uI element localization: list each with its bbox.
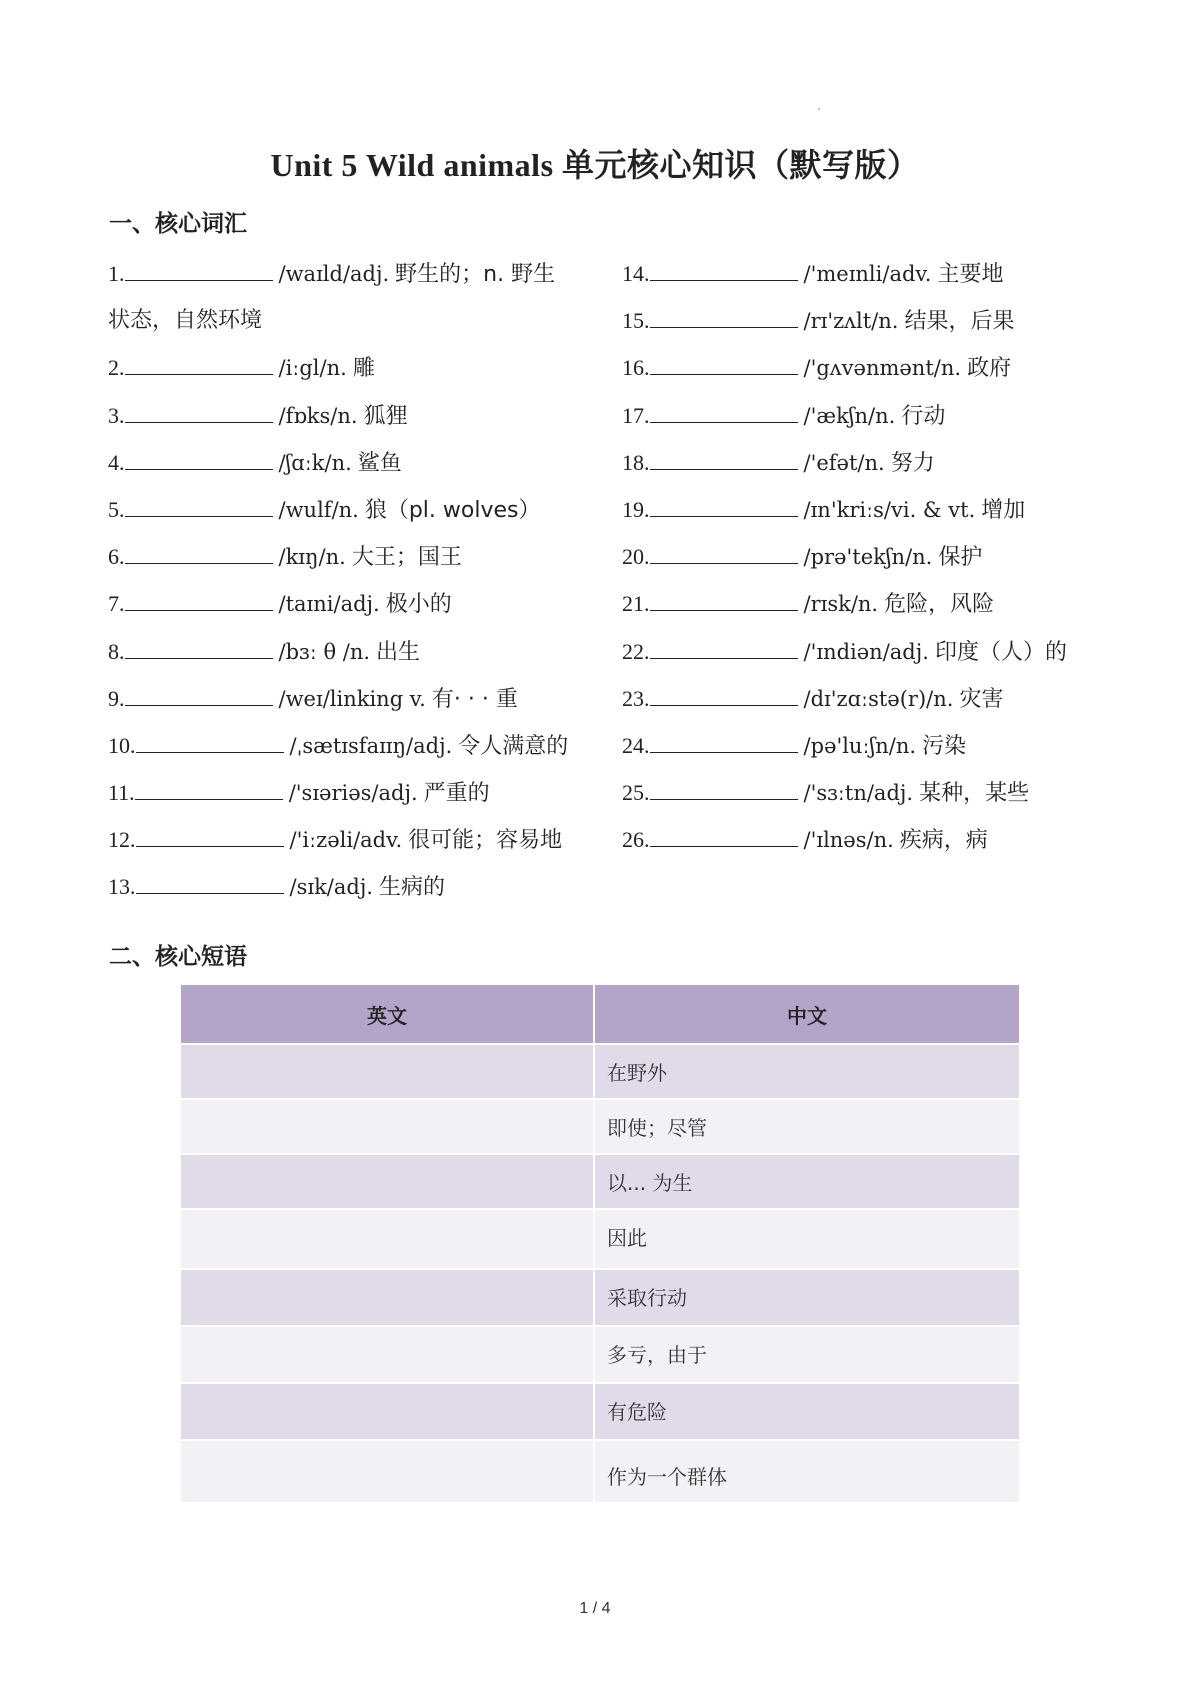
vocab-meaning: 生病的 — [379, 875, 446, 901]
vocab-number: 2. — [108, 355, 125, 381]
answer-blank[interactable] — [125, 492, 273, 517]
vocab-item — [622, 769, 1092, 816]
chinese-meaning-cell: 有危险 — [594, 1383, 1019, 1440]
vocab-number: 3. — [108, 402, 125, 428]
vocab-meaning: 灾害 — [959, 686, 1004, 712]
vocab-meaning: 大王；国王 — [351, 545, 462, 571]
answer-blank[interactable] — [650, 445, 798, 470]
table-row — [181, 1269, 1019, 1326]
table-row — [181, 1440, 1019, 1502]
vocab-item — [108, 344, 588, 391]
vocab-list-right — [622, 250, 1092, 863]
phrase-table — [181, 985, 1019, 1502]
vocab-meaning: 努力 — [890, 450, 935, 476]
vocab-meaning: 危险，风险 — [884, 592, 995, 618]
vocab-item — [622, 675, 1092, 722]
vocab-number: 16. — [622, 355, 650, 381]
vocab-phonetic: /kɪŋ/n. — [278, 545, 346, 570]
answer-blank[interactable] — [136, 822, 284, 847]
vocab-phonetic: /rɪsk/n. — [803, 592, 879, 617]
answer-blank[interactable] — [650, 256, 798, 281]
vocab-meaning: 狐狸 — [363, 403, 408, 429]
vocab-meaning: 增加 — [981, 497, 1026, 523]
vocab-phonetic: /wulf/n. — [278, 497, 359, 522]
vocab-phonetic: /rɪ'zʌlt/n. — [803, 309, 899, 334]
vocab-phonetic: /'ɪndiən/adj. — [803, 639, 929, 664]
vocab-phonetic: /prə'tekʃn/n. — [803, 545, 933, 570]
answer-blank[interactable] — [650, 586, 798, 611]
vocab-phonetic: /taɪni/adj. — [278, 592, 380, 617]
vocab-item — [108, 580, 588, 627]
vocab-item — [108, 439, 588, 486]
answer-blank[interactable] — [125, 445, 273, 470]
vocab-number: 12. — [108, 827, 136, 853]
chinese-meaning-cell: 即使；尽管 — [594, 1099, 1019, 1154]
vocab-number: 24. — [622, 732, 650, 758]
vocab-phonetic: /'gʌvənmənt/n. — [803, 356, 962, 381]
vocab-item — [108, 675, 588, 722]
vocab-item — [108, 769, 588, 816]
vocab-meaning: 政府 — [967, 356, 1012, 382]
vocab-list-left — [108, 250, 588, 911]
vocab-item — [622, 297, 1092, 344]
vocab-item — [108, 816, 588, 863]
english-answer-cell[interactable] — [181, 1044, 594, 1099]
table-row — [181, 1326, 1019, 1383]
english-answer-cell[interactable] — [181, 1099, 594, 1154]
table-row — [181, 1099, 1019, 1154]
table-header-row — [181, 985, 1019, 1044]
vocab-number: 9. — [108, 685, 125, 711]
vocab-number: 18. — [622, 449, 650, 475]
english-answer-cell[interactable] — [181, 1209, 594, 1269]
vocab-item — [622, 628, 1092, 675]
vocab-number: 17. — [622, 402, 650, 428]
vocab-item — [108, 533, 588, 580]
chinese-meaning-cell: 因此 — [594, 1209, 1019, 1269]
vocab-number: 14. — [622, 261, 650, 286]
vocab-item — [622, 533, 1092, 580]
vocab-phonetic: /'sɜːtn/adj. — [803, 781, 914, 806]
vocab-meaning: 令人满意的 — [458, 733, 569, 759]
vocab-item — [622, 722, 1092, 769]
vocab-phonetic: /ʃɑːk/n. — [278, 450, 352, 475]
vocab-number: 25. — [622, 780, 650, 806]
answer-blank[interactable] — [650, 681, 798, 706]
column-header-english: 英文 — [181, 985, 594, 1044]
vocab-item — [108, 722, 588, 769]
vocab-number: 13. — [108, 874, 136, 900]
answer-blank[interactable] — [650, 822, 798, 847]
vocab-meaning: 状态，自然环境 — [108, 308, 263, 334]
vocab-meaning: 狼（pl. wolves） — [364, 497, 541, 523]
answer-blank[interactable] — [125, 398, 273, 423]
vocab-item — [622, 486, 1092, 533]
vocab-meaning: 主要地 — [937, 262, 1004, 287]
vocab-item — [108, 628, 588, 675]
vocab-number: 21. — [622, 591, 650, 617]
vocab-number: 1. — [108, 261, 125, 286]
vocab-meaning: 疾病，病 — [899, 828, 988, 854]
chinese-meaning-cell: 在野外 — [594, 1044, 1019, 1099]
chinese-meaning-cell: 采取行动 — [594, 1269, 1019, 1326]
vocab-phonetic: /iːgl/n. — [278, 356, 347, 381]
english-answer-cell[interactable] — [181, 1383, 594, 1440]
page-number: 1 / 4 — [579, 1600, 611, 1617]
vocab-meaning: 雕 — [352, 356, 375, 382]
vocab-number: 6. — [108, 544, 125, 570]
table-row — [181, 1209, 1019, 1269]
vocab-number: 19. — [622, 496, 650, 522]
chinese-meaning-cell: 以... 为生 — [594, 1154, 1019, 1209]
vocab-phonetic: /bɜː θ /n. — [278, 639, 371, 664]
vocab-item — [622, 250, 1092, 297]
vocab-meaning: 有· · · 重 — [431, 686, 518, 712]
answer-blank[interactable] — [125, 681, 273, 706]
vocab-phonetic: /'ækʃn/n. — [803, 403, 896, 428]
answer-blank[interactable] — [650, 634, 798, 659]
vocab-meaning: 极小的 — [385, 592, 452, 618]
vocab-phonetic: /dɪ'zɑːstə(r)/n. — [803, 686, 954, 711]
vocab-number: 10. — [108, 732, 136, 758]
vocab-item — [622, 580, 1092, 627]
vocab-phonetic: /ˌsætɪsfaɪɪŋ/adj. — [289, 733, 453, 758]
vocab-phonetic: /sɪk/adj. — [289, 875, 374, 900]
vocab-number: 26. — [622, 827, 650, 853]
table-row — [181, 1383, 1019, 1440]
vocab-number: 22. — [622, 638, 650, 664]
vocab-phonetic: /weɪ/linking v. — [278, 686, 426, 711]
vocab-phonetic: /fɒks/n. — [278, 403, 358, 428]
vocab-item — [108, 392, 588, 439]
table-row — [181, 1044, 1019, 1099]
vocab-item-continued — [108, 297, 588, 344]
answer-blank[interactable] — [650, 728, 798, 753]
chinese-meaning-cell: 作为一个群体 — [594, 1440, 1019, 1502]
vocab-meaning: 野生的；n. 野生 — [395, 262, 556, 287]
phrase-heading: 二、核心短语 — [109, 944, 247, 970]
vocab-item — [108, 486, 588, 533]
page-title: Unit 5 Wild animals 单元核心知识（默写版） — [270, 147, 920, 183]
vocab-meaning: 出生 — [376, 639, 421, 665]
vocab-meaning: 鲨鱼 — [357, 450, 402, 476]
answer-blank[interactable] — [125, 256, 273, 281]
vocab-number: 23. — [622, 685, 650, 711]
vocab-meaning: 行动 — [901, 403, 946, 429]
vocab-phonetic: /pə'luːʃn/n. — [803, 733, 917, 758]
english-answer-cell[interactable] — [181, 1269, 594, 1326]
vocab-number: 20. — [622, 544, 650, 570]
english-answer-cell[interactable] — [181, 1440, 594, 1502]
answer-blank[interactable] — [650, 350, 798, 375]
answer-blank[interactable] — [650, 398, 798, 423]
vocab-meaning: 印度（人）的 — [934, 639, 1067, 665]
vocab-number: 8. — [108, 638, 125, 664]
chinese-meaning-cell: 多亏，由于 — [594, 1326, 1019, 1383]
vocab-meaning: 保护 — [938, 545, 983, 571]
answer-blank[interactable] — [135, 775, 283, 800]
answer-blank[interactable] — [650, 303, 798, 328]
vocab-number: 15. — [622, 308, 650, 334]
vocab-meaning: 严重的 — [423, 781, 490, 807]
answer-blank[interactable] — [125, 539, 273, 564]
vocab-number: 5. — [108, 496, 125, 522]
vocab-phonetic: /'iːzəli/adv. — [289, 828, 403, 853]
vocab-phonetic: /'sɪəriəs/adj. — [288, 781, 418, 806]
vocab-phonetic: /'efət/n. — [803, 450, 885, 475]
vocab-item — [622, 344, 1092, 391]
answer-blank[interactable] — [125, 350, 273, 375]
vocab-heading: 一、核心词汇 — [109, 211, 247, 237]
vocab-meaning: 很可能；容易地 — [408, 828, 563, 854]
vocab-item — [622, 439, 1092, 486]
vocab-phonetic: /'ɪlnəs/n. — [803, 828, 894, 853]
answer-blank[interactable] — [125, 634, 273, 659]
english-answer-cell[interactable] — [181, 1154, 594, 1209]
vocab-phonetic: /'meɪnli/adv. — [803, 262, 932, 286]
answer-blank[interactable] — [650, 539, 798, 564]
vocab-item — [108, 863, 588, 910]
table-row — [181, 1154, 1019, 1209]
vocab-item — [622, 816, 1092, 863]
answer-blank[interactable] — [136, 869, 284, 894]
vocab-meaning: 结果，后果 — [904, 309, 1015, 335]
answer-blank[interactable] — [136, 728, 284, 753]
vocab-meaning: 某种，某些 — [919, 781, 1030, 807]
vocab-phonetic: /ɪn'kriːs/vi. & vt. — [803, 497, 976, 522]
answer-blank[interactable] — [125, 586, 273, 611]
column-header-chinese: 中文 — [594, 985, 1019, 1044]
vocab-number: 7. — [108, 591, 125, 617]
vocab-number: 11. — [108, 780, 135, 806]
english-answer-cell[interactable] — [181, 1326, 594, 1383]
answer-blank[interactable] — [650, 492, 798, 517]
vocab-item — [108, 250, 588, 297]
vocab-number: 4. — [108, 449, 125, 475]
vocab-phonetic: /waɪld/adj. — [278, 262, 390, 286]
answer-blank[interactable] — [650, 775, 798, 800]
decorative-dot — [818, 108, 820, 110]
vocab-meaning: 污染 — [922, 733, 967, 759]
vocab-item — [622, 392, 1092, 439]
